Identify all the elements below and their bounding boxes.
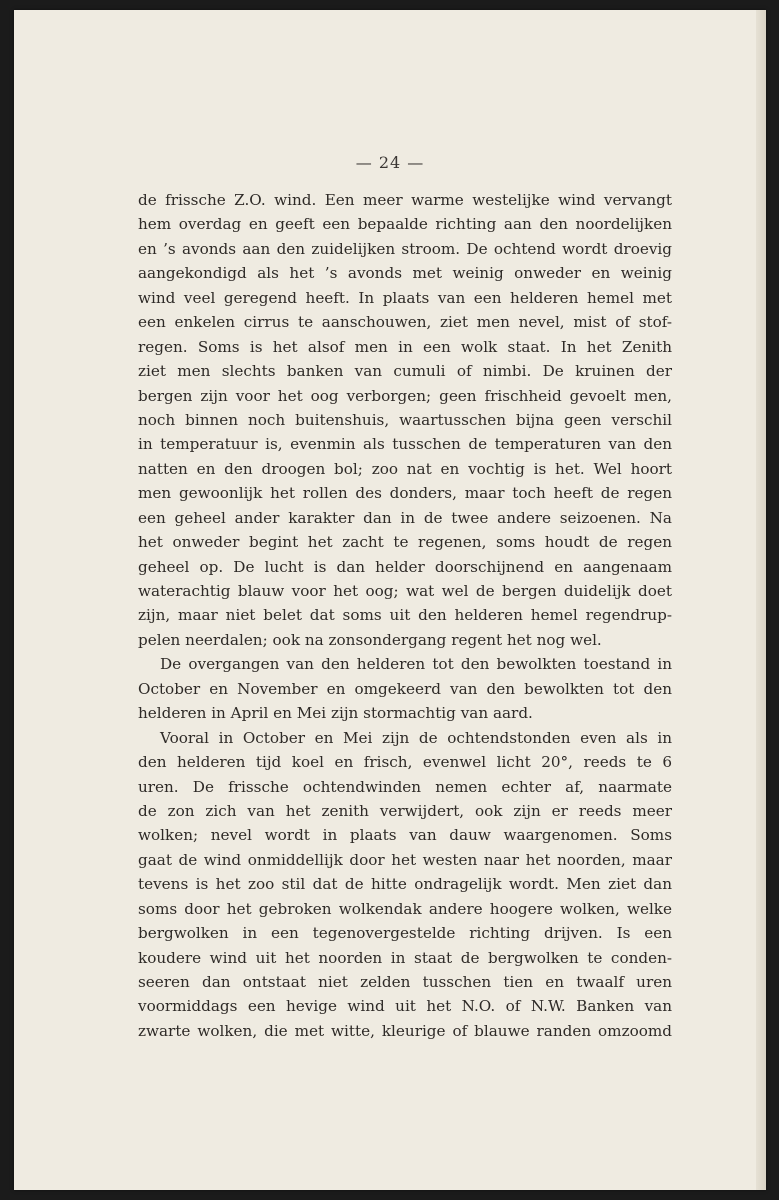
text-line: waterachtig blauw voor het oog; wat wel de bergen duidelijk doet <box>138 582 672 600</box>
text-line: aangekondigd als het ’s avonds met weinig onweder en weinig <box>138 264 672 283</box>
text-line: een enkelen cirrus te aanschouwen, ziet men nevel, mist of stof- <box>138 313 672 332</box>
text-line: geheel op. De lucht is dan helder doorschijnend en aangenaam <box>138 557 672 576</box>
book-page <box>14 10 766 1190</box>
page-edge <box>756 10 766 1190</box>
text-line: natten en den droogen bol; zoo nat en vochtig is het. Wel hoort <box>138 459 672 478</box>
page-number: — 24 — <box>355 153 425 172</box>
text-line: helderen in April en Mei zijn stormachtig van aard. <box>138 704 533 723</box>
text-line: een geheel ander karakter dan in de twee andere seizoenen. Na <box>138 508 672 527</box>
text-line: koudere wind uit het noorden in staat de bergwolken te conden- <box>138 948 672 967</box>
text-line: de zon zich van het zenith verwijdert, ook zijn er reeds meer <box>138 801 672 820</box>
text-line: bergwolken in een tegenovergestelde richting drijven. Is een <box>138 924 672 943</box>
text-line: gaat de wind onmiddellijk door het westen naar het noorden, maar <box>138 850 672 869</box>
text-line: pelen neerdalen; ook na zonsondergang regent het nog wel. <box>138 630 602 649</box>
text-line: en ’s avonds aan den zuidelijken stroom. De ochtend wordt droevig <box>138 239 672 258</box>
text-line: uren. De frissche ochtendwinden nemen echter af, naarmate <box>138 777 672 796</box>
text-line: regen. Soms is het alsof men in een wolk staat. In het Zenith <box>138 337 672 356</box>
text-line: het onweder begint het zacht te regenen, soms houdt de regen <box>138 533 672 552</box>
body-text <box>138 188 672 1043</box>
text-line: men gewoonlijk het rollen des donders, maar toch heeft de regen <box>138 484 672 503</box>
text-line: zijn, maar niet belet dat soms uit den helderen hemel regendrup- <box>138 606 672 625</box>
text-line: de frissche Z.O. wind. Een meer warme westelijke wind vervangt <box>138 191 672 209</box>
text-line: den helderen tijd koel en frisch, evenwel licht 20°, reeds te 6 <box>138 753 672 772</box>
text-line: wolken; nevel wordt in plaats van dauw waargenomen. Soms <box>138 826 672 845</box>
text-line: tevens is het zoo stil dat de hitte ondragelijk wordt. Men ziet dan <box>138 875 672 894</box>
text-line: De overgangen van den helderen tot den bewolkten toestand in <box>160 655 672 674</box>
text-line: bergen zijn voor het oog verborgen; geen frischheid gevoelt men, <box>138 386 672 405</box>
text-line: wind veel geregend heeft. In plaats van een helderen hemel met <box>138 288 672 307</box>
text-line: ziet men slechts banken van cumuli of nimbi. De kruinen der <box>138 362 672 381</box>
text-line: in temperatuur is, evenmin als tusschen de temperaturen van den <box>138 435 672 454</box>
text-line: October en November en omgekeerd van den bewolkten tot den <box>138 679 672 698</box>
text-line: zwarte wolken, die met witte, kleurige of blauwe randen omzoomd <box>138 1021 672 1040</box>
text-line: seeren dan ontstaat niet zelden tusschen tien en twaalf uren <box>138 973 672 991</box>
text-line: hem overdag en geeft een bepaalde richting aan den noordelijken <box>138 215 672 234</box>
text-line: voormiddags een hevige wind uit het N.O. of N.W. Banken van <box>138 997 672 1016</box>
text-line: noch binnen noch buitenshuis, waartusschen bijna geen verschil <box>138 410 672 429</box>
text-line: Vooral in October en Mei zijn de ochtendstonden even als in <box>160 728 672 747</box>
text-line: soms door het gebroken wolkendak andere hoogere wolken, welke <box>138 899 672 918</box>
